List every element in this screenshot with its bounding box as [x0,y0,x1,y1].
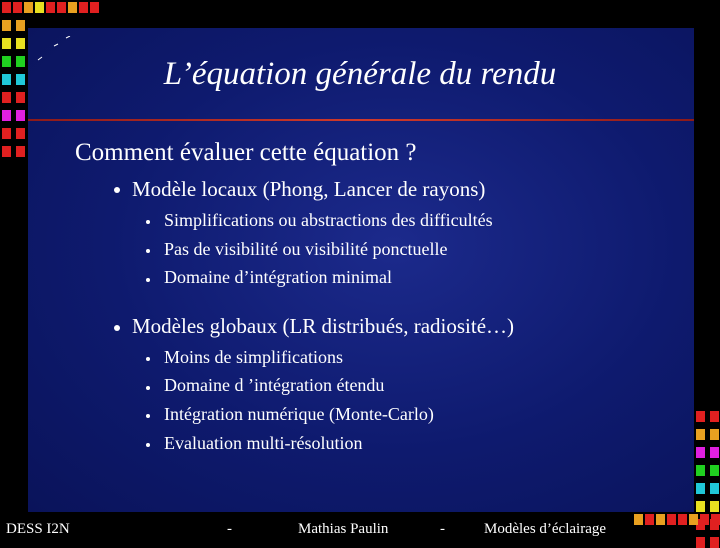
sub-bullet-icon [146,386,150,390]
decorative-square [2,2,11,13]
decorative-square [90,2,99,13]
decorative-square [16,146,25,157]
decorative-square [2,56,11,67]
decorative-square [35,2,44,13]
section-heading: Modèles globaux (LR distribués, radiosité…) [132,314,515,338]
decorative-square [24,2,33,13]
list-item: Domaine d ’intégration étendu [164,375,385,395]
footer-separator: - [440,521,445,537]
decorative-square [79,2,88,13]
footer-course-title: Modèles d’éclairage [484,521,607,537]
sub-bullet-icon [146,443,150,447]
footer-separator: - [227,521,232,537]
decorative-square [696,465,705,476]
decorative-square [696,537,705,548]
decorative-square [13,2,22,13]
decorative-square [710,429,719,440]
decorative-square [57,2,66,13]
decorative-square [710,483,719,494]
sub-bullet-icon [146,278,150,282]
decorative-square [16,56,25,67]
decorative-square [696,411,705,422]
decorative-square [700,514,709,525]
decorative-square [16,74,25,85]
decorative-square [667,514,676,525]
list-item: Evaluation multi-résolution [164,433,363,453]
list-item: Moins de simplifications [164,347,343,367]
decorative-square [678,514,687,525]
bullet-icon [114,187,120,193]
decorative-square [711,514,720,525]
decorative-square [2,128,11,139]
decorative-square [689,514,698,525]
decorative-square [710,537,719,548]
decorative-square [16,128,25,139]
bullet-icon [114,325,120,331]
sub-bullet-icon [146,220,150,224]
decorative-square [710,447,719,458]
footer-author: Mathias Paulin [298,521,389,537]
decorative-square [2,20,11,31]
decorative-square [634,514,643,525]
decorative-square [2,74,11,85]
list-item: Pas de visibilité ou visibilité ponctuelle [164,239,448,259]
list-item: Intégration numérique (Monte-Carlo) [164,404,434,424]
decorative-square [710,501,719,512]
footer-course-code: DESS I2N [6,521,70,537]
decorative-square [16,20,25,31]
decorative-square [710,411,719,422]
title-divider [28,119,694,121]
list-item: Simplifications ou abstractions des difficultés [164,210,493,230]
decorative-square [2,110,11,121]
list-item: Domaine d’intégration minimal [164,267,392,287]
decorative-square [2,38,11,49]
decorative-square [696,483,705,494]
decorative-square [2,146,11,157]
decorative-square [645,514,654,525]
decorative-square [696,501,705,512]
decorative-square [2,92,11,103]
sub-bullet-icon [146,357,150,361]
decorative-square [68,2,77,13]
decorative-square [16,92,25,103]
section-heading: Modèle locaux (Phong, Lancer de rayons) [132,177,486,201]
decorative-square [656,514,665,525]
sub-bullet-icon [146,414,150,418]
decorative-square [16,38,25,49]
decorative-square [710,465,719,476]
decorative-square [46,2,55,13]
slide-title: L’équation générale du rendu [163,56,557,92]
sub-bullet-icon [146,249,150,253]
decorative-square [696,429,705,440]
decorative-square [16,110,25,121]
decorative-square [696,447,705,458]
question-text: Comment évaluer cette équation ? [75,139,417,166]
